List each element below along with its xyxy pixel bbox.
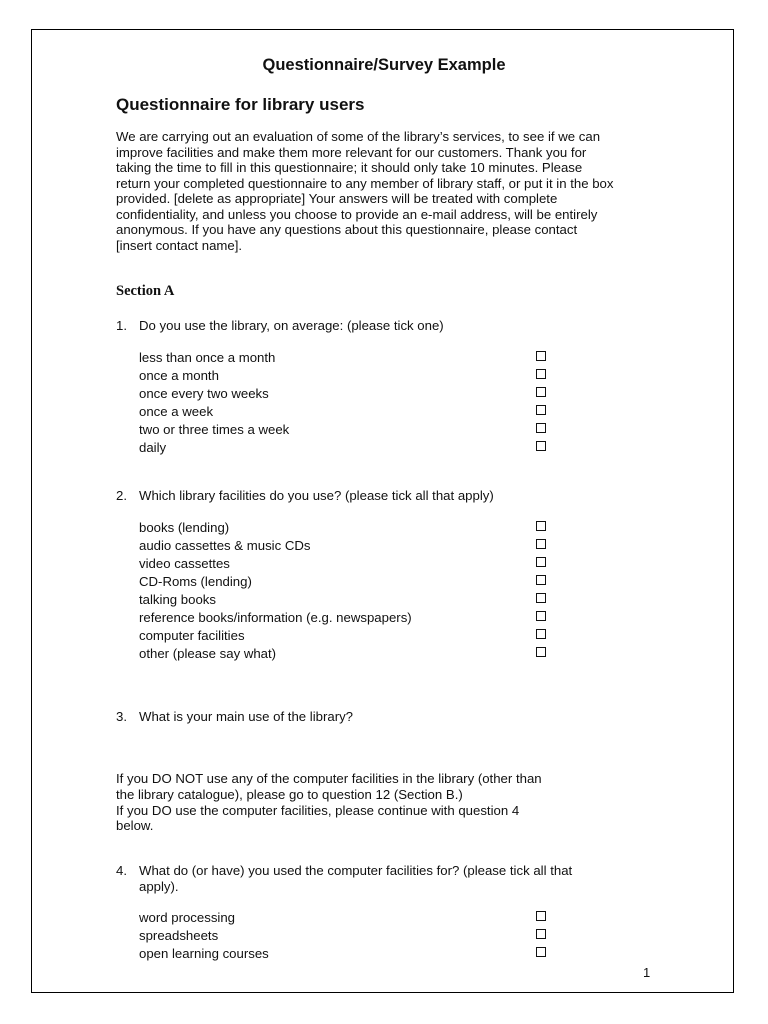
questionnaire-heading: Questionnaire for library users — [116, 95, 365, 114]
question-number: 1. — [116, 318, 127, 333]
option-label: word processing — [139, 910, 236, 925]
tick-checkbox[interactable] — [536, 351, 546, 361]
tick-checkbox[interactable] — [536, 539, 546, 549]
page-number: 1 — [643, 965, 651, 980]
option-label: less than once a month — [139, 350, 276, 365]
intro-line: improve facilities and make them more relevant for our customers. Thank you for — [116, 144, 587, 160]
intro-line: taking the time to fill in this questionnaire; it should only take 10 minutes. Please — [116, 160, 583, 175]
routing-line: below. — [116, 818, 154, 834]
intro-line: return your completed questionnaire to any member of library staff, or put it in the box — [116, 175, 614, 191]
intro-line: We are carrying out an evaluation of some of the library’s services, to see if we can — [116, 129, 601, 144]
tick-checkbox[interactable] — [536, 947, 546, 957]
document-title: Questionnaire/Survey Example — [262, 56, 506, 74]
tick-checkbox[interactable] — [536, 423, 546, 433]
intro-line: confidentiality, and unless you choose to provide an e-mail address, will be entirely — [116, 206, 598, 222]
tick-checkbox[interactable] — [536, 575, 546, 585]
tick-checkbox[interactable] — [536, 557, 546, 567]
intro-line: anonymous. If you have any questions about this questionnaire, please contact — [116, 222, 578, 237]
intro-line: provided. [delete as appropriate] Your answers will be treated with complete — [116, 191, 558, 206]
option-label: audio cassettes & music CDs — [139, 538, 311, 553]
option-label: books (lending) — [139, 520, 230, 535]
option-label: CD-Roms (lending) — [139, 574, 252, 589]
option-label: talking books — [139, 592, 216, 607]
option-label: two or three times a week — [139, 422, 290, 437]
intro-line: [insert contact name]. — [116, 237, 243, 253]
tick-checkbox[interactable] — [536, 647, 546, 657]
routing-instructions — [116, 771, 542, 834]
tick-checkbox[interactable] — [536, 521, 546, 531]
option-label: video cassettes — [139, 556, 230, 571]
option-label: computer facilities — [139, 628, 245, 643]
question-text: What is your main use of the library? — [139, 709, 354, 724]
tick-checkbox[interactable] — [536, 441, 546, 451]
option-label: reference books/information (e.g. newspapers) — [139, 610, 412, 625]
tick-checkbox[interactable] — [536, 911, 546, 921]
option-label: once a month — [139, 368, 219, 383]
question-number: 4. — [116, 863, 127, 878]
tick-checkbox[interactable] — [536, 629, 546, 639]
option-label: once a week — [139, 404, 214, 419]
routing-line: If you DO use the computer facilities, please continue with question 4 — [116, 802, 520, 818]
option-label: other (please say what) — [139, 646, 277, 661]
section-a-heading: Section A — [116, 283, 175, 299]
question-text: What do (or have) you used the computer facilities for? (please tick all that — [139, 863, 573, 878]
tick-checkbox[interactable] — [536, 611, 546, 621]
question-text: Do you use the library, on average: (please tick one) — [139, 318, 444, 333]
option-label: once every two weeks — [139, 386, 269, 401]
tick-checkbox[interactable] — [536, 593, 546, 603]
question-number: 2. — [116, 488, 127, 503]
option-label: spreadsheets — [139, 928, 219, 943]
tick-checkbox[interactable] — [536, 369, 546, 379]
option-label: daily — [139, 440, 167, 455]
question-number: 3. — [116, 709, 127, 724]
intro-paragraph — [116, 129, 676, 253]
routing-line: the library catalogue), please go to question 12 (Section B.) — [116, 786, 463, 802]
tick-checkbox[interactable] — [536, 387, 546, 397]
question-text: Which library facilities do you use? (please tick all that apply) — [139, 488, 494, 503]
tick-checkbox[interactable] — [536, 929, 546, 939]
question-text: apply). — [139, 879, 179, 894]
tick-checkbox[interactable] — [536, 405, 546, 415]
routing-line: If you DO NOT use any of the computer facilities in the library (other than — [116, 771, 542, 786]
option-label: open learning courses — [139, 946, 269, 961]
